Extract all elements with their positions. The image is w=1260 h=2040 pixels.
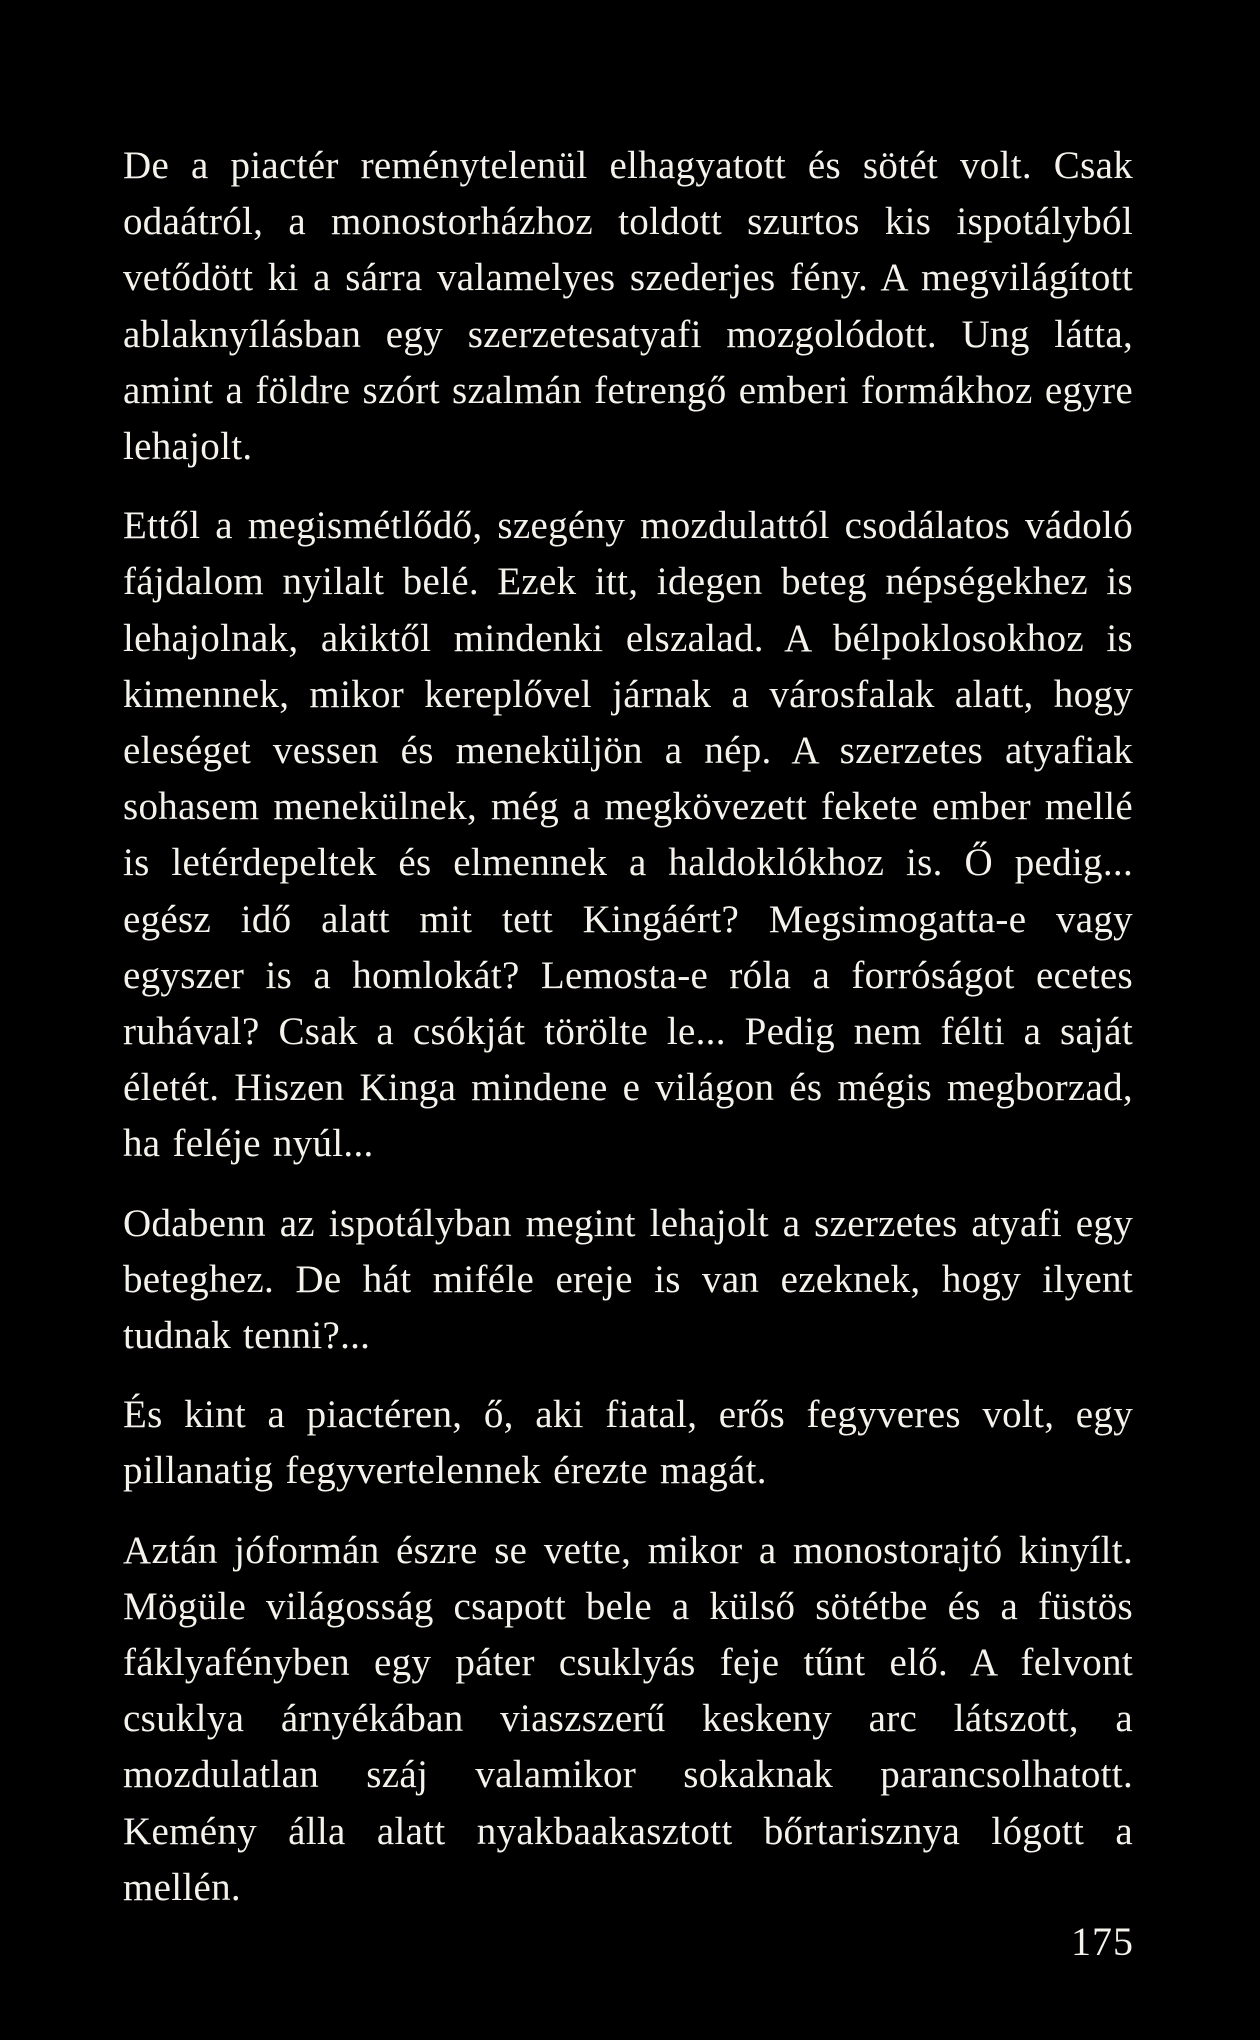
paragraph-2: Ettől a megismétlődő, szegény mozdulattól csodálatos vádoló fájdalom nyilalt belé. Ezek itt, idegen beteg népségekhez is lehajolnak, akiktől mindenki elszalad. A bélpoklosokhoz is kimennek, mikor kereplővel járnak a városfalak alatt, hogy eleséget vessen és meneküljön a nép. A szerzetes atyafiak sohasem menekülnek, még a megkövezett fekete ember mellé is letérdepeltek és elmennek a haldoklókhoz is. Ő pedig... egész idő alatt mit tett Kingáért? Megsimogatta-e vagy egyszer is a homlokát? Lemosta-e róla a forróságot ecetes ruhával? Csak a csókját törölte le... Pedig nem félti a saját életét. Hiszen Kinga mindene e világon és mégis megborzad, ha feléje nyúl... xyxy=(123,504,1133,1166)
paragraph-1: De a piactér reménytelenül elhagyatott és sötét volt. Csak odaátról, a monostorházhoz toldott szurtos kis ispotályból vetődött ki a sárra valamelyes szederjes fény. A megvilágított ablaknyílásban egy szerzetesatyafi mozgolódott. Ung látta, amint a földre szórt szalmán fetrengő emberi formákhoz egyre lehajolt. xyxy=(123,144,1133,469)
paragraph-4: És kint a piactéren, ő, aki fiatal, erős fegyveres volt, egy pillanatig fegyvertelennek érezte magát. xyxy=(123,1393,1133,1493)
paragraph-3: Odabenn az ispotályban megint lehajolt a szerzetes atyafi egy beteghez. De hát miféle ereje is van ezeknek, hogy ilyent tudnak tenni?... xyxy=(123,1201,1133,1358)
page-number: 175 xyxy=(1071,1919,1134,1964)
body-text xyxy=(123,138,1133,1916)
paragraph-5: Aztán jóformán észre se vette, mikor a monostorajtó kinyílt. Mögüle világosság csapott bele a külső sötétbe és a füstös fáklyafényben egy páter csuklyás feje tűnt elő. A felvont csuklya árnyékában viaszszerű keskeny arc látszott, a mozdulatlan száj valamikor sokaknak parancsolhatott. Kemény álla alatt nyakbaakasztott bőrtarisznya lógott a mellén. xyxy=(123,1528,1133,1909)
